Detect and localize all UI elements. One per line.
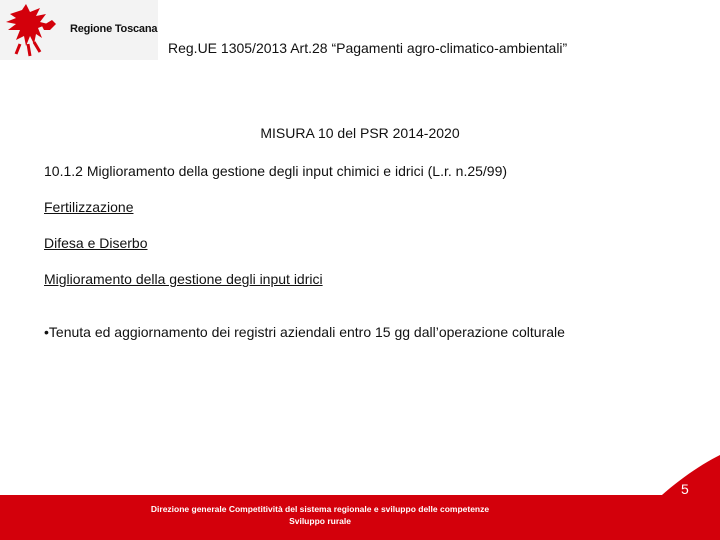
footer-department: Direzione generale Competitività del sistema regionale e sviluppo delle competenze xyxy=(150,504,490,514)
bullet-text: •Tenuta ed aggiornamento dei registri aziendali entro 15 gg dall’operazione colturale xyxy=(44,324,565,340)
slide-header-title: Reg.UE 1305/2013 Art.28 “Pagamenti agro-climatico-ambientali” xyxy=(168,40,568,56)
list-item-fertilizzazione: Fertilizzazione xyxy=(44,199,134,215)
logo-block xyxy=(0,0,158,60)
pegasus-icon xyxy=(0,0,62,60)
logo-text: Regione Toscana xyxy=(70,23,158,35)
footer-sector: Sviluppo rurale xyxy=(289,516,351,526)
list-item-difesa-diserbo: Difesa e Diserbo xyxy=(44,235,148,251)
misura-heading: MISURA 10 del PSR 2014-2020 xyxy=(260,125,460,141)
subtitle-text: 10.1.2 Miglioramento della gestione degli input chimici e idrici (L.r. n.25/99) xyxy=(44,163,508,179)
list-item-gestione-input-idrici: Miglioramento della gestione degli input idrici xyxy=(44,271,323,287)
page-number: 5 xyxy=(681,481,689,497)
footer-bar xyxy=(0,495,720,540)
